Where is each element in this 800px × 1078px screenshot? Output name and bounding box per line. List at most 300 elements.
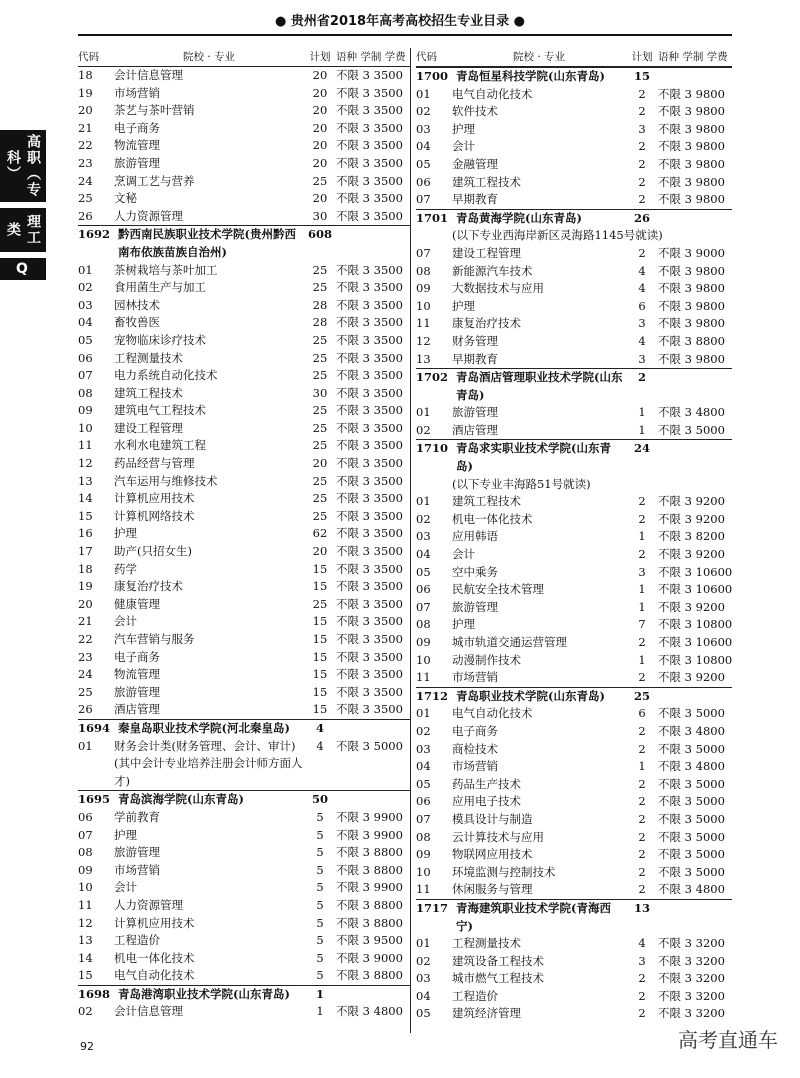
cell-tail: 不限 3 9000 [336,950,403,965]
cell-plan: 15 [312,649,328,664]
cell-plan: 3 [638,953,646,968]
cell-tail: 不限 3 3500 [336,138,403,153]
cell-code: 13 [416,351,431,366]
cell-name: 物流管理 [114,138,160,153]
cell-name: 园林技术 [114,297,160,312]
major-row [416,546,732,564]
cell-plan: 2 [638,174,646,189]
major-row [78,473,410,491]
cell-tail: 不限 3 3500 [336,456,403,471]
cell-plan: 25 [312,508,328,523]
major-row [416,705,732,723]
major-row [416,723,732,741]
cell-code: 19 [78,579,93,594]
cell-name: 城市燃气工程技术 [452,971,544,986]
cell-code: 06 [78,350,93,365]
cell-plan: 2 [638,670,646,685]
major-row [78,561,410,579]
cell-name: 食用菌生产与加工 [114,280,206,295]
header-title: ● 贵州省2018年高考高校招生专业目录 ● [275,14,525,29]
cell-plan: 5 [316,845,324,860]
cell-plan: 2 [637,370,646,385]
major-row [78,578,410,596]
major-row [416,881,732,899]
cell-tail: 不限 3 4800 [336,1004,403,1019]
cell-code: 01 [78,262,93,277]
cell-code: 05 [78,332,93,347]
cell-code: 04 [78,315,93,330]
cell-tail: 不限 3 8800 [336,915,403,930]
cell-code: 03 [416,121,431,136]
cell-tail: 不限 3 9800 [658,156,725,171]
cell-name: 电子商务 [114,120,160,135]
major-row [78,844,410,862]
major-row [78,827,410,845]
cell-plan: 25 [312,403,328,418]
cell-name: 青岛港湾职业技术学院(山东青岛) [118,986,290,1001]
cell-code: 19 [78,85,93,100]
cell-name: 秦皇岛职业技术学院(河北秦皇岛) [118,720,290,735]
cell-tail: 不限 3 3500 [336,544,403,559]
header-plan: 计划 [631,51,653,63]
cell-name: 汽车营销与服务 [114,632,195,646]
cell-name: 电气自动化技术 [452,86,533,101]
cell-name: 酒店管理 [452,422,498,437]
cell-code: 1712 [416,688,449,703]
cell-plan: 4 [638,333,646,348]
cell-plan: 50 [311,792,328,807]
major-row [78,508,410,526]
cell-code: 08 [78,385,93,400]
cell-tail: 不限 3 5000 [658,706,725,721]
left-column [78,48,410,1021]
side-tab-letter: Q [0,258,46,280]
cell-tail: 不限 3 3500 [336,649,403,664]
cell-plan: 25 [633,688,650,703]
cell-name: 旅游管理 [114,845,160,860]
cell-name: 茶树栽培与茶叶加工 [114,262,218,277]
cell-name: 建筑工程技术 [452,174,521,189]
cell-tail: 不限 3 9800 [658,298,725,313]
cell-tail: 不限 3 3500 [336,368,403,383]
right-list [416,67,732,1023]
major-row [416,741,732,759]
major-row [78,208,410,226]
major-row [416,404,732,422]
cell-code: 12 [78,456,93,471]
cell-code: 11 [78,438,93,453]
cell-plan: 2 [638,245,646,260]
cell-name: 应用韩语 [452,529,498,544]
cell-code: 08 [416,617,431,632]
cell-plan: 2 [638,511,646,526]
cell-code: 1710 [416,441,449,456]
major-row [78,490,410,508]
right-column [416,48,732,1023]
cell-tail: 不限 3 5000 [658,847,725,862]
cell-name: 酒店管理 [114,702,160,717]
cell-code: 01 [416,86,431,101]
major-row [78,455,410,473]
cell-tail: 不限 3 3500 [336,385,403,400]
cell-plan: 5 [316,950,324,965]
cell-name: 会计信息管理 [114,68,183,82]
major-row [416,174,732,192]
cell-code: 21 [78,120,93,135]
major-row [416,263,732,281]
cell-tail: 不限 3 10600 [658,564,733,579]
side-tab-category: 理工类 [0,208,46,252]
cell-tail: 不限 3 9900 [336,809,403,824]
cell-plan: 2 [638,864,646,879]
cell-name: 大数据技术与应用 [452,281,544,296]
header-tail: 语种 学制 学费 [658,51,728,63]
cell-plan: 1 [638,759,646,774]
cell-tail: 不限 3 9800 [658,104,725,119]
cell-tail: 不限 3 3500 [336,596,403,611]
cell-name: 青岛恒星科技学院(山东青岛) [456,69,605,83]
cell-plan: 30 [312,385,328,400]
cell-name: 建筑电气工程技术 [114,403,206,418]
cell-plan: 2 [638,741,646,756]
cell-tail: 不限 3 9200 [658,511,725,526]
cell-name: 旅游管理 [114,155,160,170]
cell-code: 05 [416,564,431,579]
cell-name: 软件技术 [452,104,498,119]
major-row [416,298,732,316]
cell-plan: 20 [312,191,328,206]
cell-code: 26 [78,702,93,717]
cell-name: 青海建筑职业技术学院(青海西宁) [456,900,611,933]
cell-plan: 2 [638,829,646,844]
cell-plan: 608 [307,227,332,242]
major-row [78,950,410,968]
cell-name: 应用电子技术 [452,794,521,809]
major-row [416,564,732,582]
cell-code: 13 [78,933,93,948]
cell-tail: 不限 3 3500 [336,561,403,576]
cell-plan: 20 [312,456,328,471]
cell-name: 计算机应用技术 [114,915,195,930]
cell-tail: 不限 3 3500 [336,702,403,717]
major-row [416,333,732,351]
cell-name: 新能源汽车技术 [452,263,533,278]
cell-code: 09 [416,847,431,862]
cell-name: 会计 [114,614,137,629]
cell-name: 城市轨道交通运营管理 [452,635,567,649]
school-row [416,67,732,86]
major-row [416,315,732,333]
cell-plan: 20 [312,544,328,559]
major-row [416,1005,732,1023]
cell-name: 汽车运用与维修技术 [114,473,218,488]
cell-name: 建筑经济管理 [452,1006,521,1021]
cell-tail: 不限 3 3500 [336,473,403,488]
cell-name: 药学 [114,561,137,576]
header-plan: 计划 [309,51,331,63]
cell-name: 护理 [114,526,137,541]
cell-name: 电力系统自动化技术 [114,368,218,383]
cell-tail: 不限 3 9200 [658,494,725,509]
cell-plan: 6 [638,706,646,721]
cell-code: 04 [416,547,431,562]
cell-code: 01 [416,706,431,721]
cell-code: 17 [78,544,93,559]
cell-plan: 30 [312,208,328,223]
major-row [78,67,410,85]
major-row [78,332,410,350]
cell-name: 电子商务 [452,723,498,738]
cell-code: 1702 [416,370,449,385]
cell-code: 23 [78,155,93,170]
cell-tail: 不限 3 3500 [336,208,403,223]
cell-plan: 25 [312,368,328,383]
major-row [416,599,732,617]
cell-tail: 不限 3 3500 [336,103,403,118]
cell-tail: 不限 3 4800 [658,405,725,420]
major-row [416,793,732,811]
cell-code: 14 [78,491,93,506]
header-name: 院校 · 专业 [512,51,565,63]
cell-name: 工程测量技术 [114,350,183,365]
cell-code: 18 [78,68,93,82]
cell-tail: 不限 3 3500 [336,350,403,365]
cell-plan: 2 [638,139,646,154]
cell-name: (以下专业西海岸新区灵海路1145号就读) [452,228,663,243]
school-row [416,687,732,706]
cell-plan: 4 [638,263,646,278]
cell-plan: 26 [633,210,650,225]
cell-name: 建筑工程技术 [452,494,521,509]
major-row [416,493,732,511]
cell-code: 02 [416,511,431,526]
major-row [416,528,732,546]
cell-code: 11 [416,882,431,897]
cell-name: 休闲服务与管理 [452,882,533,897]
cell-code: 07 [416,599,431,614]
major-row [416,953,732,971]
cell-code: 1701 [416,210,449,225]
cell-name: 建设工程管理 [114,420,183,435]
cell-name: 物流管理 [114,667,160,682]
cell-code: 03 [416,529,431,544]
cell-name: 云计算技术与应用 [452,829,544,844]
major-row [78,684,410,702]
cell-name: 康复治疗技术 [114,579,183,594]
cell-tail: 不限 3 9900 [336,880,403,895]
cell-name: 民航安全技术管理 [452,582,544,597]
major-row [78,155,410,173]
cell-name: 护理 [114,827,137,842]
major-row [416,422,732,440]
school-row [78,719,410,738]
school-row [416,209,732,228]
cell-name: 学前教育 [114,809,160,824]
cell-code: 22 [78,632,93,646]
cell-code: 06 [416,174,431,189]
major-row [416,811,732,829]
cell-tail: 不限 3 3500 [336,155,403,170]
cell-tail: 不限 3 9200 [658,670,725,685]
major-row [78,190,410,208]
major-row [78,809,410,827]
cell-code: 09 [416,281,431,296]
major-row [416,245,732,263]
cell-plan: 5 [316,862,324,877]
cell-code: 21 [78,614,93,629]
cell-tail: 不限 3 3500 [336,438,403,453]
cell-plan: 25 [312,491,328,506]
cell-plan: 1 [316,1004,324,1019]
cell-code: 23 [78,649,93,664]
cell-tail: 不限 3 4800 [658,723,725,738]
cell-code: 1694 [78,720,111,735]
cell-plan: 13 [633,900,650,915]
cell-code: 05 [416,776,431,791]
cell-plan: 20 [312,68,328,82]
cell-code: 25 [78,684,93,699]
major-row [78,967,410,985]
cell-tail: 不限 3 3200 [658,953,725,968]
major-row [416,581,732,599]
cell-tail: 不限 3 5000 [658,794,725,809]
cell-code: 05 [416,1006,431,1021]
cell-name: 旅游管理 [452,405,498,420]
cell-plan: 15 [312,579,328,594]
cell-plan: 2 [638,156,646,171]
cell-name: 会计 [452,139,475,154]
cell-plan: 25 [312,350,328,365]
cell-code: 01 [416,405,431,420]
cell-name: 青岛滨海学院(山东青岛) [118,792,244,807]
cell-plan: 25 [312,596,328,611]
cell-name: 青岛酒店管理职业技术学院(山东青岛) [456,370,623,402]
cell-plan: 5 [316,827,324,842]
cell-code: 01 [78,738,93,753]
major-row [416,864,732,882]
cell-tail: 不限 3 3500 [336,491,403,506]
cell-name: 计算机应用技术 [114,491,195,506]
cell-plan: 25 [312,173,328,188]
cell-code: 04 [416,988,431,1003]
cell-name: (以下专业丰海路51号就读) [452,476,591,491]
cell-tail: 不限 3 8800 [336,968,403,983]
cell-plan: 1 [638,652,646,667]
school-row [416,368,732,404]
school-row [78,225,410,261]
cell-plan: 2 [638,104,646,119]
cell-plan: 15 [312,632,328,646]
cell-plan: 15 [312,702,328,717]
cell-tail: 不限 3 8800 [336,845,403,860]
cell-code: 10 [416,652,431,667]
cell-tail: 不限 3 10600 [658,582,733,597]
cell-plan: 3 [638,564,646,579]
cell-name: 物联网应用技术 [452,847,533,862]
major-row [78,862,410,880]
major-row [78,102,410,120]
cell-plan: 62 [312,526,328,541]
cell-name: 护理 [452,298,475,313]
cell-tail: 不限 3 9800 [658,121,725,136]
major-row [78,738,410,791]
cell-name: 金融管理 [452,156,498,171]
cell-name: 空中乘务 [452,564,498,579]
cell-plan: 1 [638,582,646,597]
major-row [78,666,410,684]
cell-code: 26 [78,208,93,223]
cell-code: 09 [78,862,93,877]
cell-plan: 2 [638,192,646,207]
cell-code: 1700 [416,69,449,83]
cell-tail: 不限 3 9000 [658,245,725,260]
major-row [78,385,410,403]
major-row [416,121,732,139]
cell-plan: 2 [638,847,646,862]
cell-name: 工程造价 [114,933,160,948]
major-row [78,631,410,649]
major-row [416,156,732,174]
cell-plan: 1 [638,599,646,614]
cell-name: 早期教育 [452,192,498,207]
cell-code: 02 [416,104,431,119]
cell-code: 1717 [416,900,449,915]
cell-code: 04 [416,139,431,154]
cell-name: 建设工程管理 [452,245,521,260]
cell-code: 07 [78,368,93,383]
major-row [78,137,410,155]
cell-tail: 不限 3 4800 [658,759,725,774]
cell-code: 02 [416,422,431,437]
cell-code: 01 [416,494,431,509]
major-row [78,402,410,420]
cell-tail: 不限 3 3500 [336,262,403,277]
cell-plan: 5 [316,880,324,895]
cell-code: 06 [416,582,431,597]
major-row [416,511,732,529]
cell-name: 康复治疗技术 [452,316,521,331]
cell-name: 财务会计类(财务管理、会计、审计)(其中会计专业培养注册会计师方面人才) [114,738,303,788]
cell-plan: 4 [315,720,324,735]
left-list [78,67,410,1021]
major-row [78,596,410,614]
major-row [416,86,732,104]
cell-code: 07 [78,827,93,842]
cell-tail: 不限 3 3500 [336,420,403,435]
cell-name: 烹调工艺与营养 [114,173,195,188]
school-row [78,985,410,1004]
cell-plan: 20 [312,85,328,100]
cell-code: 08 [78,845,93,860]
cell-tail: 不限 3 5000 [658,422,725,437]
cell-tail: 不限 3 3500 [336,315,403,330]
major-row [416,616,732,634]
cell-code: 11 [416,316,431,331]
cell-tail: 不限 3 3500 [336,191,403,206]
cell-plan: 7 [638,617,646,632]
major-row [416,935,732,953]
cell-code: 25 [78,191,93,206]
cell-tail: 不限 3 9900 [336,827,403,842]
cell-plan: 1 [315,986,324,1001]
cell-plan: 2 [638,723,646,738]
cell-name: 商检技术 [452,741,498,756]
cell-tail: 不限 3 10600 [658,635,733,649]
major-row [78,932,410,950]
cell-plan: 25 [312,332,328,347]
cell-code: 07 [416,245,431,260]
cell-code: 07 [416,811,431,826]
